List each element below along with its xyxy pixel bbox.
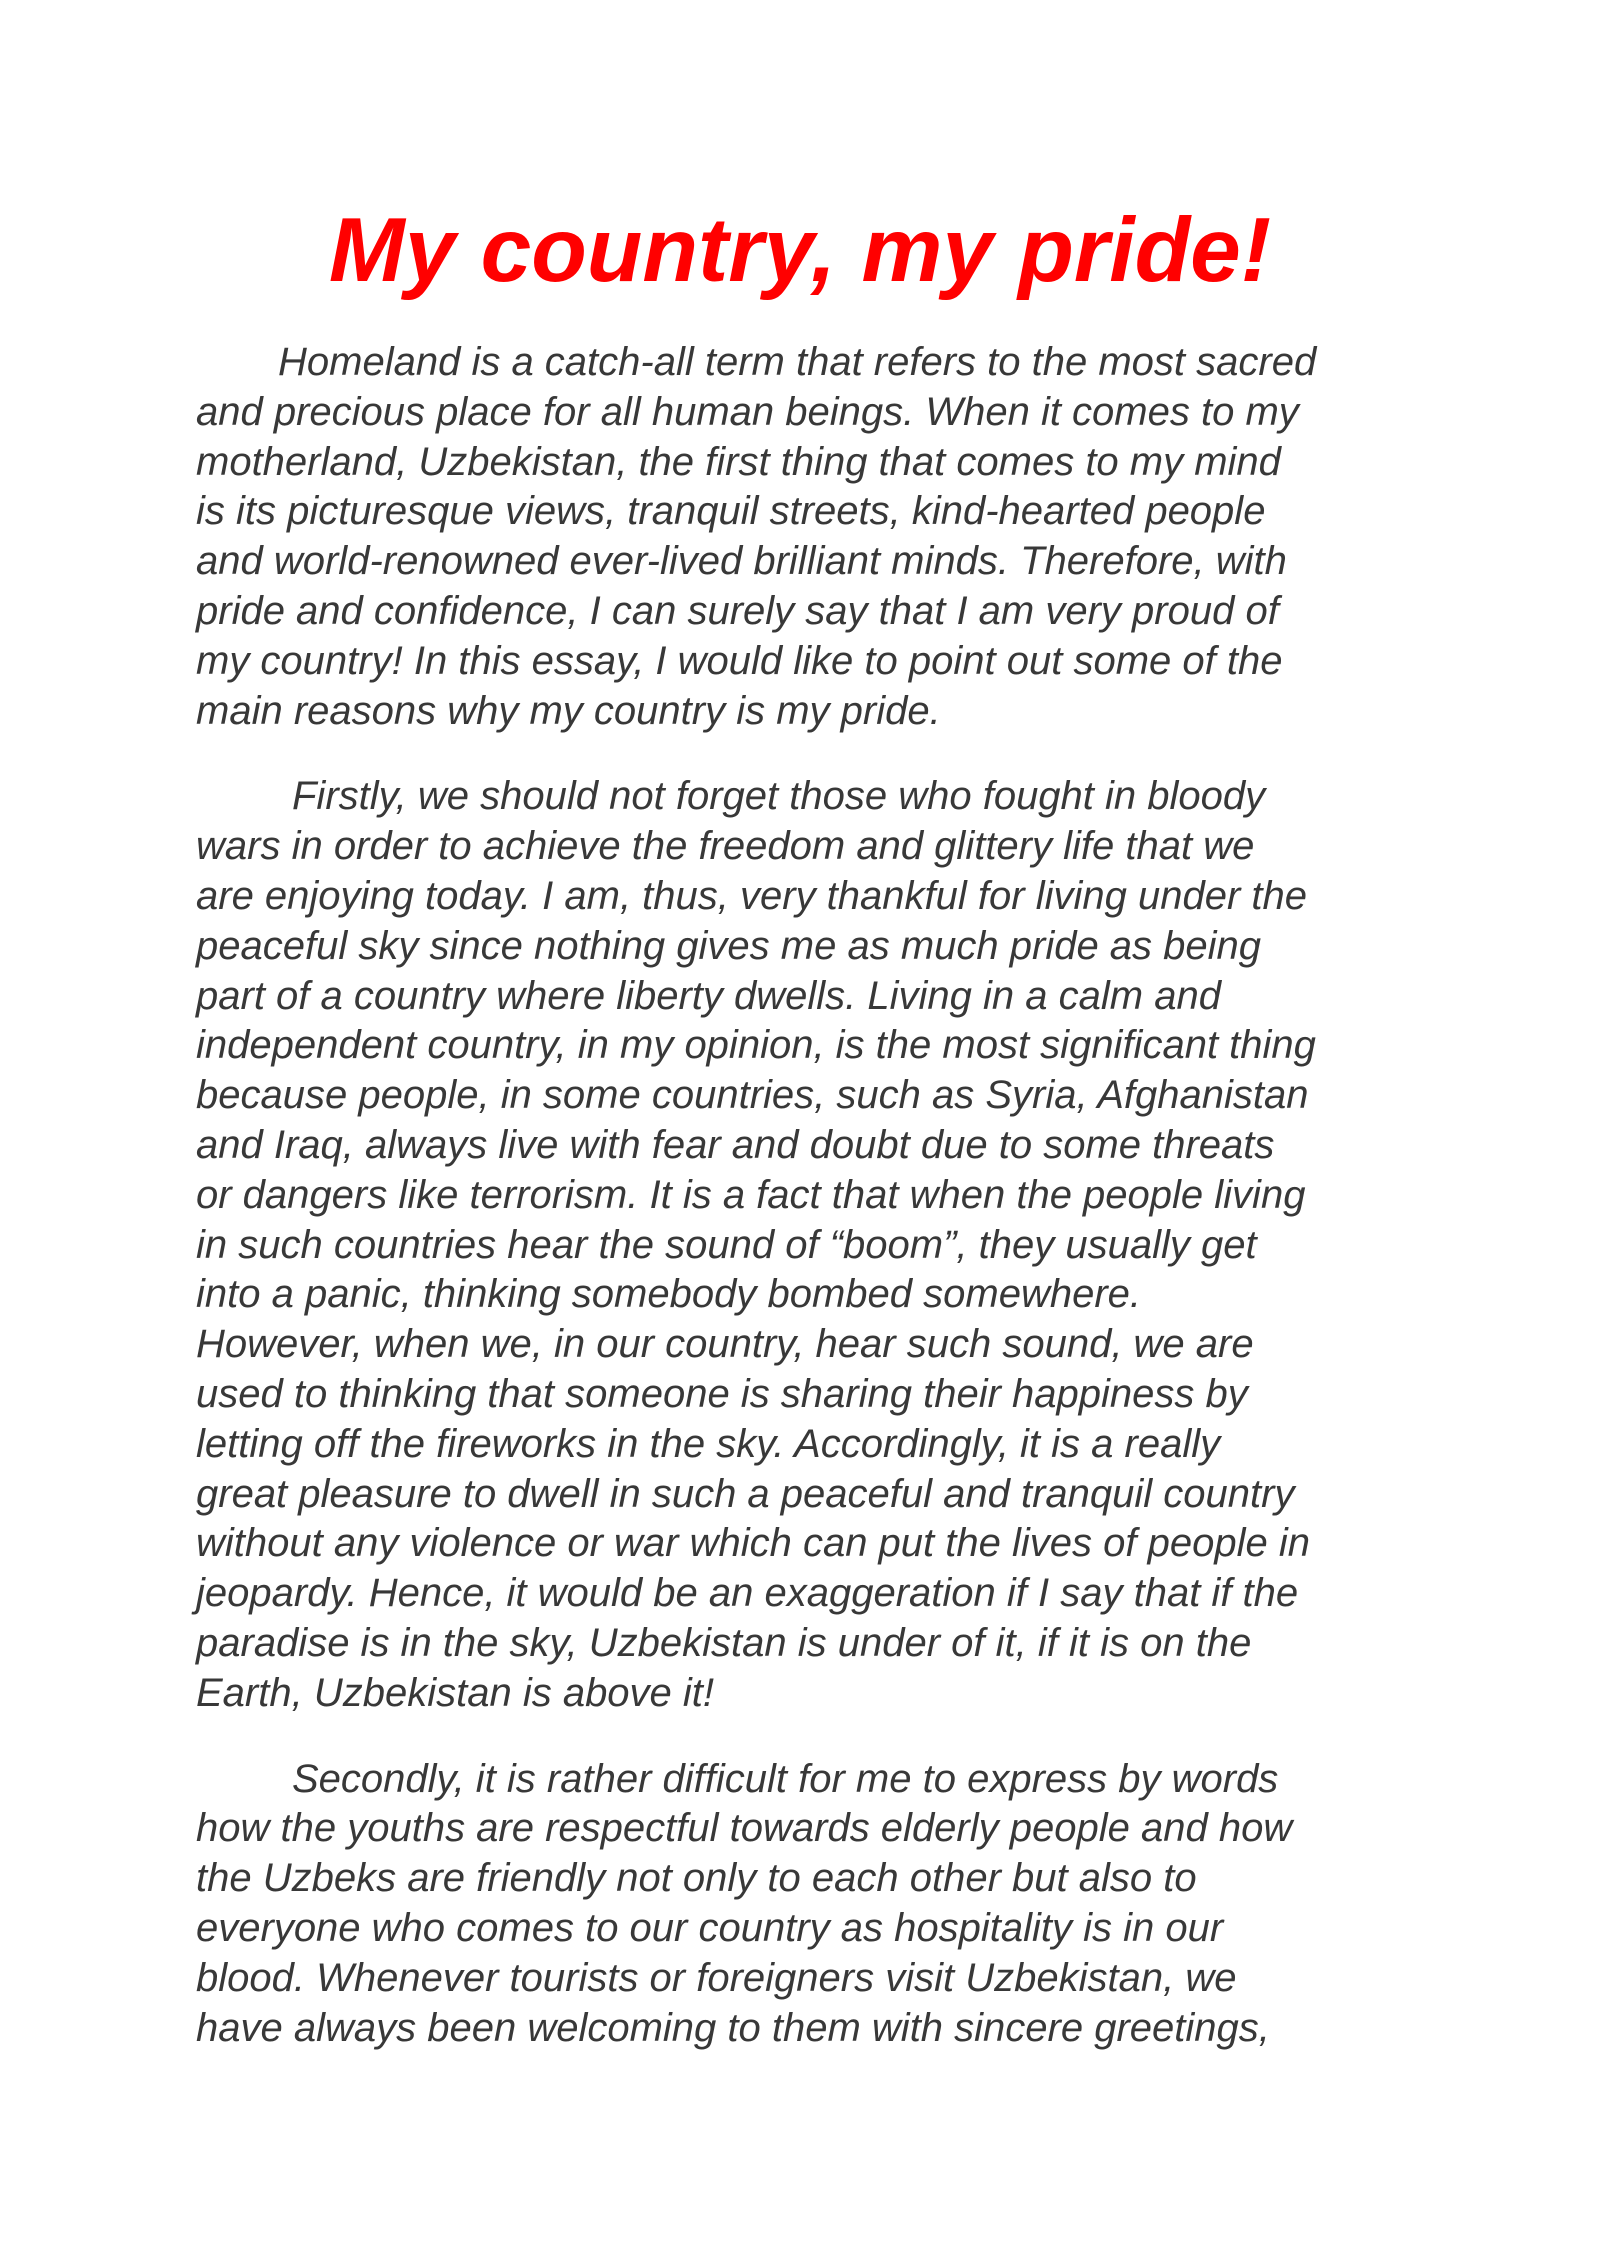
text-line: great pleasure to dwell in such a peaceful and tranquil country [196, 1471, 1295, 1516]
text-line: in such countries hear the sound of “boom”, they usually get [196, 1222, 1257, 1267]
paragraph-2 [196, 772, 1456, 1718]
text-line: main reasons why my country is my pride. [196, 688, 941, 733]
text-line: is its picturesque views, tranquil streets, kind-hearted people [196, 489, 1266, 534]
text-line: because people, in some countries, such as Syria, Afghanistan [196, 1073, 1309, 1118]
text-line: and world-renowned ever-lived brilliant minds. Therefore, with [196, 539, 1287, 584]
text-line: jeopardy. Hence, it would be an exaggeration if I say that if the [196, 1571, 1299, 1616]
text-line: Homeland is a catch-all term that refers to the most sacred [278, 340, 1317, 384]
text-line: have always been welcoming to them with sincere greetings, [196, 2005, 1270, 2050]
text-line: motherland, Uzbekistan, the first thing that comes to my mind [196, 439, 1281, 484]
text-line: how the youths are respectful towards elderly people and how [196, 1806, 1293, 1851]
text-line: everyone who comes to our country as hospitality is in our [196, 1905, 1224, 1950]
text-line: used to thinking that someone is sharing their happiness by [196, 1371, 1248, 1416]
text-line: Secondly, it is rather difficult for me to express by words [292, 1756, 1279, 1801]
text-line: and Iraq, always live with fear and doubt due to some threats [196, 1122, 1275, 1167]
essay-body [196, 338, 1456, 2089]
text-line: and precious place for all human beings. When it comes to my [196, 389, 1299, 434]
text-line: Earth, Uzbekistan is above it! [196, 1670, 715, 1715]
text-line: letting off the fireworks in the sky. Accordingly, it is a really [196, 1421, 1221, 1466]
text-line: or dangers like terrorism. It is a fact that when the people living [196, 1172, 1306, 1217]
paragraph-3 [196, 1755, 1456, 2054]
text-line: Firstly, we should not forget those who fought in bloody [292, 774, 1266, 819]
page-title: My country, my pride! [328, 200, 1272, 301]
paragraph-1 [196, 338, 1456, 736]
text-line: part of a country where liberty dwells. Living in a calm and [196, 973, 1221, 1018]
text-line: peaceful sky since nothing gives me as much pride as being [196, 923, 1262, 968]
text-line: wars in order to achieve the freedom and glittery life that we [196, 824, 1255, 869]
text-line: However, when we, in our country, hear such sound, we are [196, 1322, 1254, 1367]
text-line: independent country, in my opinion, is the most significant thing [196, 1023, 1316, 1068]
text-line: into a panic, thinking somebody bombed somewhere. [196, 1272, 1141, 1317]
text-line: the Uzbeks are friendly not only to each other but also to [196, 1856, 1197, 1901]
text-line: without any violence or war which can put the lives of people in [196, 1521, 1310, 1566]
text-line: my country! In this essay, I would like to point out some of the [196, 638, 1283, 683]
text-line: blood. Whenever tourists or foreigners visit Uzbekistan, we [196, 1955, 1237, 2000]
text-line: paradise is in the sky, Uzbekistan is under of it, if it is on the [196, 1620, 1252, 1665]
text-line: are enjoying today. I am, thus, very thankful for living under the [196, 873, 1307, 918]
text-line: pride and confidence, I can surely say that I am very proud of [196, 588, 1279, 633]
